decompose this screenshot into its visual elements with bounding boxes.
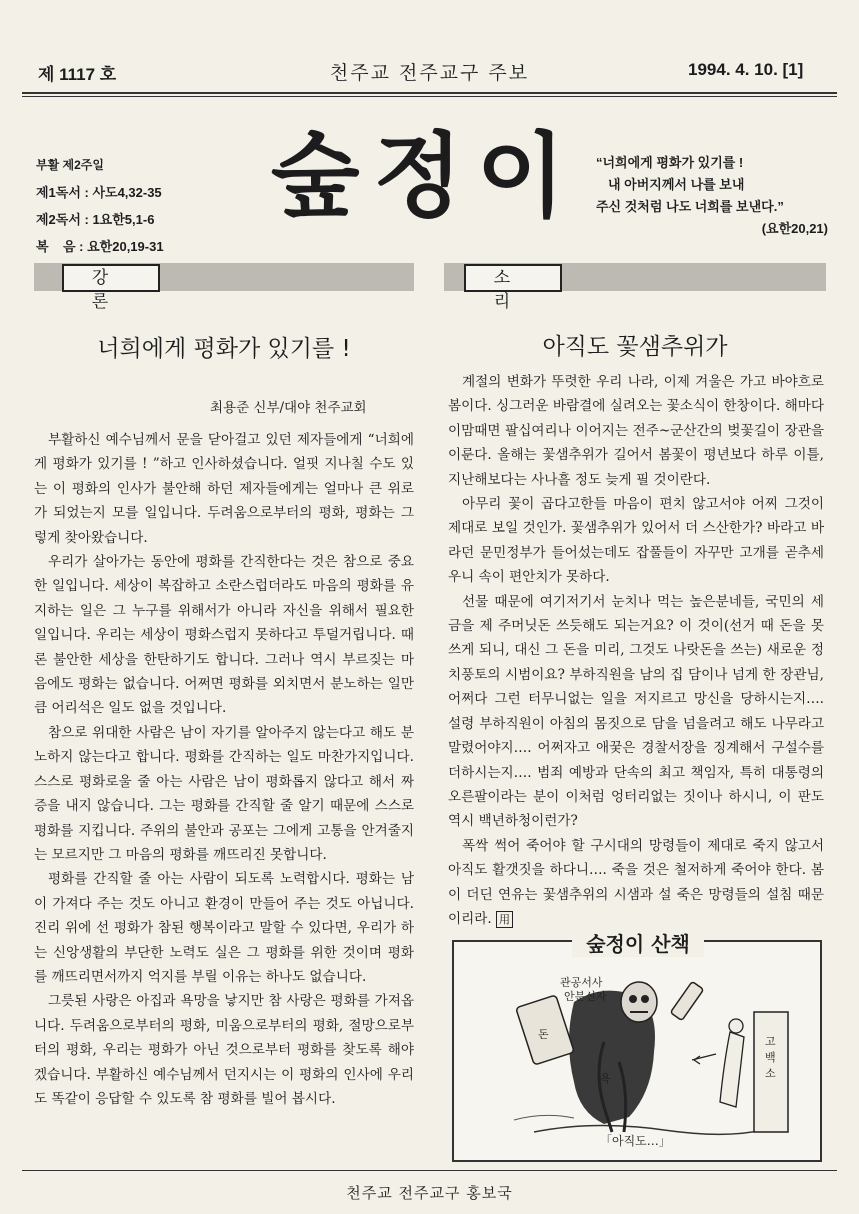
cartoon-title: 숲정이 산책 [572, 928, 704, 957]
sermon-paragraph: 참으로 위대한 사람은 남이 자기를 알아주지 않는다고 해도 분노하지 않는다고 합니다. 평화를 간직하는 일도 마찬가지입니다. 스스로 평화로울 줄 아는 사람은 남이 평화롭지 않다고 해서 짜증을 내지 않습니다. 그는 평화를 간직할 줄 알기 때문에 스스로 평화를 지킵니다. 주위의 불안과 공포는 그에게 고통을 안겨줄지는 모르지만 그 마음의 평화를 깨뜨리진 못합니다. [34, 724, 414, 863]
column-title: 아직도 꽃샘추위가 [542, 334, 728, 360]
reading-gospel: 복 음 : 요한20,19-31 [36, 239, 164, 254]
liturgy-readings [36, 152, 164, 260]
footer-rule [22, 1170, 837, 1171]
column-paragraph [448, 834, 824, 932]
cartoon-caption: 「아직도…」 [600, 1134, 671, 1148]
column-paragraph: 선물 때문에 여기저기서 눈치나 먹는 높은분네들, 국민의 세금을 제 주머닛돈 쓰듯해도 되는거요? 이 것이(선거 때 돈을 못쓰게 되니, 대신 그 돈을 미리, 그것도 나랏돈을 쓰는) 새로운 정치풍토의 시범이요? 부하직원을 남의 집 담이나 넘게 한 장관님, 어쩌다 그런 터무니없는 일을 저지르고 망신을 당하시는지…. 설령 부하직원이 아침의 몸짓으로 담을 넘을려고 해도 나무라고 말렸어야지…. 어쩌자고 애꿎은 경찰서장을 징계해서 구설수를 더하시는지…. 범죄 예방과 단속의 최고 책임자, 특히 대통령의 오른팔이라는 분이 이처럼 엉터리없는 짓이나 하시니, 이 판도 역시 백년하청이런가? [448, 593, 824, 830]
column-paragraph: 아무리 꽃이 곱다고한들 마음이 편치 않고서야 어찌 그것이 제대로 보일 것인가. 꽃샘추위가 있어서 더 스산한가? 바라고 바라던 문민정부가 들어섰는데도 잡풀들이 자꾸만 고개를 곧추세우니 속이 편안치가 못하다. [448, 496, 824, 586]
section-label-voice: 소 리 [464, 264, 562, 292]
scripture-quote [596, 152, 828, 240]
cartoon-label-confession: 고백소 [765, 1035, 776, 1080]
sermon-paragraph: 부활하신 예수님께서 문을 닫아걸고 있던 제자들에게 “너희에게 평화가 있기를 ! ”하고 인사하셨습니다. 얼핏 지나칠 수도 있는 이 평화의 인사가 불안해 하던 제자들에게는 얼마나 큰 위로가 되었는지 모를 일입니다. 두려움으로부터의 평화, 평화는 그렇게 찾아왔습니다. [34, 432, 414, 546]
column-paragraph-text: 폭싹 썩어 죽어야 할 구시대의 망령들이 제대로 죽지 않고서 아직도 활갯짓을 하다니…. 죽을 것은 철저하게 죽어야 한다. 봄이 더딘 연유는 꽃샘추위의 시샘과 설 죽은 망령들의 설침 때문이리라. [448, 837, 824, 927]
cartoon-label-bag: 돈 [538, 1028, 549, 1041]
sermon-paragraph: 우리가 살아가는 동안에 평화를 간직한다는 것은 참으로 중요한 일입니다. 세상이 복잡하고 소란스럽더라도 마음의 평화를 유지하는 일은 그 누구를 위해서가 아니라 자신을 위해서 필요한 일입니다. 우리는 세상이 평화스럽지 못하다고 투덜거립니다. 때론 불안한 세상을 한탄하기도 합니다. 그러나 역시 부르짖는 마음에도 평화는 없습니다. 어쩌면 평화를 외치면서 분노하는 일만큼 어리석은 일도 없을 것입니다. [34, 554, 414, 717]
cartoon-label-office: 관공서사 [560, 976, 603, 989]
sermon-body [34, 428, 414, 1111]
column-paragraph: 계절의 변화가 뚜렷한 우리 나라, 이제 겨울은 가고 바야흐로 봄이다. 싱그러운 바람결에 실려오는 꽃소식이 한창이다. 해마다 이맘때면 팔십여리나 이어지는 전주~군산간의 벚꽃길이 장관을 이룬다. 올해는 꽃샘추위가 길어서 봄꽃이 평년보다 하루 이틀, 지난해보다는 사나흘 정도 늦게 필 것이란다. [448, 374, 824, 488]
cartoon-label-safe: 안분신자 [564, 990, 607, 1003]
sermon-title: 너희에게 평화가 있기를 ! [97, 336, 351, 362]
quote-line-3: 주신 것처럼 나도 너희를 보낸다.” [596, 199, 784, 214]
quote-line-1: “너희에게 평화가 있기를 ! [596, 155, 744, 170]
sermon-paragraph: 그릇된 사랑은 아집과 욕망을 낳지만 참 사랑은 평화를 가져옵니다. 두려움으로부터의 평화, 미움으로부터의 평화, 절망으로부터의 평화, 우리는 평화가 아닌 것으로부터 평화를 찾도록 해야겠습니다. 부활하신 예수님께서 던지시는 이 평화의 인사에 우리도 똑같이 응답할 수 있도록 참 평화를 빌어 봅시다. [34, 993, 414, 1107]
cartoon-label-coat: 욕 [600, 1072, 611, 1085]
reading-second: 제2독서 : 1요한5,1-6 [36, 212, 155, 227]
sermon-byline: 최용준 신부/대야 천주교회 [210, 400, 367, 416]
masthead-title: 숲정이 [270, 123, 580, 230]
issue-date: 1994. 4. 10. [1] [688, 60, 804, 79]
footer-publisher: 천주교 전주교구 홍보국 [346, 1184, 513, 1202]
column-body [448, 370, 824, 931]
quote-reference: (요한20,21) [761, 221, 828, 236]
section-label-sermon: 강 론 [62, 264, 160, 292]
publication-name: 천주교 전주교구 주보 [329, 62, 530, 84]
sermon-paragraph: 평화를 간직할 줄 아는 사람이 되도록 노력합시다. 평화는 남이 가져다 주는 것도 아니고 환경이 만들어 주는 것도 아닙니다. 진리 위에 선 평화가 참된 행복이라고 말할 수 있다면, 우리가 하는 신앙생활의 부단한 노력도 실은 그 평화를 위한 것이며 평화를 깨뜨리면서까지 억지를 부릴 이유는 하나도 없습니다. [34, 871, 414, 985]
issue-number: 제 1117 호 [38, 65, 117, 84]
liturgy-sunday: 부활 제2주일 [36, 158, 104, 172]
header-rule-thin [22, 96, 837, 97]
quote-line-2: 내 아버지께서 나를 보내 [608, 177, 745, 192]
cartoon-frame [452, 940, 822, 1162]
reading-first: 제1독서 : 사도4,32-35 [36, 185, 162, 200]
header-rule [22, 92, 837, 94]
end-mark-icon: 用 [496, 911, 513, 928]
